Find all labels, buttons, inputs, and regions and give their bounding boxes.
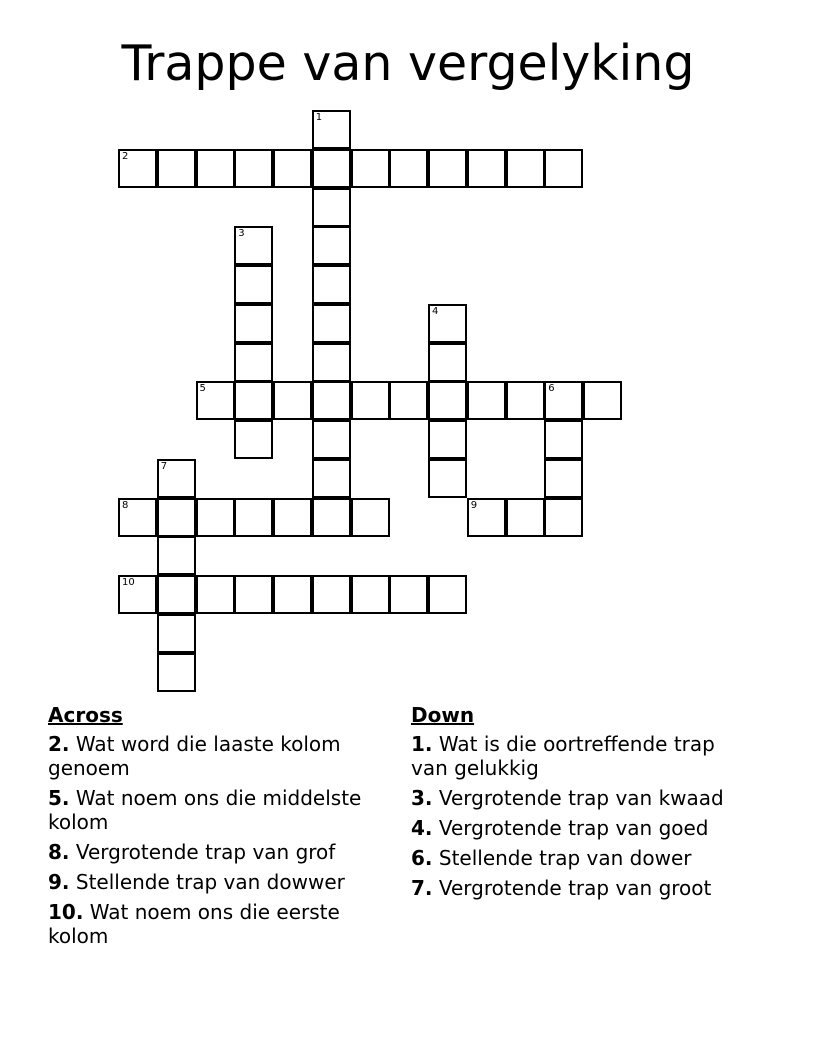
grid-cell[interactable]: [273, 381, 312, 420]
cell-number: 3: [238, 228, 245, 240]
clue-text: Wat noem ons die middelste kolom: [48, 786, 362, 834]
clue-across-5: [48, 786, 393, 834]
clue-down-3: [411, 786, 756, 810]
puzzle-title: Trappe van vergelyking: [121, 35, 695, 92]
clue-number: 10.: [48, 900, 84, 924]
grid-cell[interactable]: [118, 498, 157, 537]
cell-number: 5: [199, 383, 206, 395]
grid-cell[interactable]: [312, 304, 351, 343]
clue-text: Vergrotende trap van grof: [75, 840, 336, 864]
grid-cell[interactable]: [351, 575, 390, 614]
grid-cell[interactable]: [506, 381, 545, 420]
clue-across-10: [48, 900, 393, 948]
grid-cell[interactable]: [428, 343, 467, 382]
clue-number: 3.: [411, 786, 433, 810]
grid-cell[interactable]: [467, 498, 506, 537]
cell-number: 8: [122, 499, 129, 511]
grid-cell[interactable]: [234, 304, 273, 343]
clue-text: Wat noem ons die eerste kolom: [48, 900, 340, 948]
grid-cell[interactable]: [234, 226, 273, 265]
down-heading: Down: [411, 703, 475, 727]
grid-cell[interactable]: [118, 149, 157, 188]
clue-number: 6.: [411, 846, 433, 870]
grid-cell[interactable]: [234, 498, 273, 537]
clue-number: 8.: [48, 840, 70, 864]
grid-cell[interactable]: [389, 149, 428, 188]
grid-cell[interactable]: [196, 381, 235, 420]
grid-cell[interactable]: [234, 265, 273, 304]
grid-cell[interactable]: [583, 381, 622, 420]
grid-cell[interactable]: [157, 653, 196, 692]
grid-cell[interactable]: [234, 343, 273, 382]
grid-cell[interactable]: [157, 498, 196, 537]
clue-down-7: [411, 876, 756, 900]
grid-cell[interactable]: [544, 420, 583, 459]
grid-cell[interactable]: [544, 459, 583, 498]
grid-cell[interactable]: [196, 575, 235, 614]
clue-text: Wat word die laaste kolom genoem: [48, 732, 341, 780]
clue-down-4: [411, 816, 756, 840]
across-heading: Across: [48, 703, 123, 727]
grid-cell[interactable]: [312, 265, 351, 304]
clue-down-1: [411, 732, 756, 780]
grid-cell[interactable]: [351, 149, 390, 188]
grid-cell[interactable]: [467, 381, 506, 420]
grid-cell[interactable]: [157, 459, 196, 498]
clue-number: 5.: [48, 786, 70, 810]
across-clues: [48, 702, 393, 954]
cell-number: 2: [122, 150, 129, 162]
grid-cell[interactable]: [428, 575, 467, 614]
grid-cell[interactable]: [389, 381, 428, 420]
grid-cell[interactable]: [312, 343, 351, 382]
cell-number: 10: [122, 577, 135, 588]
cell-number: 1: [315, 112, 323, 123]
cell-number: 7: [160, 460, 168, 472]
grid-cell[interactable]: [157, 536, 196, 575]
grid-cell[interactable]: [312, 498, 351, 537]
cell-number: 4: [432, 305, 439, 317]
grid-cell[interactable]: [273, 149, 312, 188]
grid-cell[interactable]: [234, 381, 273, 420]
grid-cell[interactable]: [234, 420, 273, 459]
grid-cell[interactable]: [273, 575, 312, 614]
clue-text: Vergrotende trap van goed: [438, 816, 709, 840]
clue-across-9: [48, 870, 393, 894]
grid-cell[interactable]: [312, 381, 351, 420]
grid-cell[interactable]: [312, 226, 351, 265]
clue-number: 9.: [48, 870, 70, 894]
grid-cell[interactable]: [544, 149, 583, 188]
grid-cell[interactable]: [428, 304, 467, 343]
down-clues: [411, 702, 756, 906]
grid-cell[interactable]: [157, 614, 196, 653]
grid-cell[interactable]: [467, 149, 506, 188]
grid-cell[interactable]: [544, 498, 583, 537]
grid-cell[interactable]: [389, 575, 428, 614]
clue-text: Wat is die oortreffende trap van gelukkig: [411, 732, 715, 780]
grid-cell[interactable]: [428, 459, 467, 498]
grid-cell[interactable]: [312, 149, 351, 188]
grid-cell[interactable]: [312, 459, 351, 498]
clue-down-6: [411, 846, 756, 870]
grid-cell[interactable]: [428, 420, 467, 459]
grid-cell[interactable]: [428, 381, 467, 420]
grid-cell[interactable]: [428, 149, 467, 188]
clue-text: Vergrotende trap van groot: [438, 876, 712, 900]
grid-cell[interactable]: [234, 575, 273, 614]
clue-number: 7.: [411, 876, 433, 900]
grid-cell[interactable]: [157, 575, 196, 614]
grid-cell[interactable]: [506, 149, 545, 188]
grid-cell[interactable]: [312, 188, 351, 227]
grid-cell[interactable]: [196, 149, 235, 188]
grid-cell[interactable]: [544, 381, 583, 420]
clue-number: 1.: [411, 732, 433, 756]
cell-number: 6: [548, 383, 555, 395]
grid-cell[interactable]: [506, 498, 545, 537]
grid-cell[interactable]: [234, 149, 273, 188]
clue-text: Stellende trap van dowwer: [75, 870, 345, 894]
clue-text: Stellende trap van dower: [438, 846, 692, 870]
grid-cell[interactable]: [273, 498, 312, 537]
grid-cell[interactable]: [351, 381, 390, 420]
grid-cell[interactable]: [351, 498, 390, 537]
clue-across-2: [48, 732, 393, 780]
grid-cell[interactable]: [118, 575, 157, 614]
clue-across-8: [48, 840, 393, 864]
grid-cell[interactable]: [196, 498, 235, 537]
clue-text: Vergrotende trap van kwaad: [438, 786, 724, 810]
clue-number: 2.: [48, 732, 70, 756]
grid-cell[interactable]: [312, 575, 351, 614]
cell-number: 9: [470, 499, 478, 511]
clue-number: 4.: [411, 816, 433, 840]
grid-cell[interactable]: [157, 149, 196, 188]
grid-cell[interactable]: [312, 110, 351, 149]
grid-cell[interactable]: [312, 420, 351, 459]
